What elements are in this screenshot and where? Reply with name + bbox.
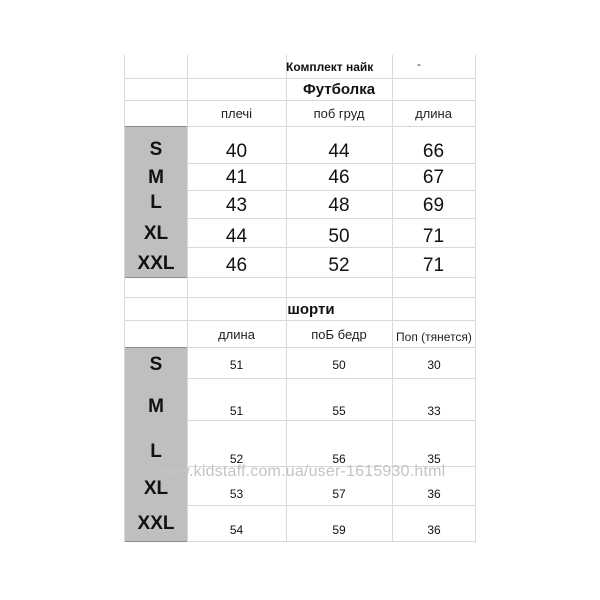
tshirt-col-chest: поб груд	[313, 106, 365, 121]
tshirt-size-label: XL	[143, 223, 169, 244]
shorts-value: 30	[427, 358, 441, 372]
shorts-size-label: M	[148, 396, 164, 417]
tshirt-value: 44	[225, 226, 248, 247]
tshirt-value: 69	[422, 195, 445, 216]
shorts-value: 56	[332, 452, 346, 466]
shorts-value: 35	[427, 452, 441, 466]
tshirt-size-label: XXL	[137, 253, 175, 274]
shorts-col-hips: поБ бедр	[311, 326, 367, 342]
shorts-value: 57	[332, 487, 346, 501]
set-title-mark: -	[417, 59, 421, 71]
tshirt-size-label: L	[150, 192, 162, 213]
shorts-size-label: L	[150, 441, 162, 462]
tshirt-col-shoulders: плечі	[220, 106, 253, 121]
shorts-title: шорти	[287, 301, 335, 318]
tshirt-value: 71	[422, 226, 445, 247]
shorts-col-length: длина	[218, 326, 255, 342]
tshirt-value: 66	[422, 141, 445, 162]
tshirt-size-label: M	[148, 167, 164, 188]
tshirt-value: 48	[328, 195, 350, 216]
shorts-size-label: S	[149, 354, 163, 375]
shorts-col-waist: Поп (тянется)	[396, 330, 472, 344]
shorts-value: 36	[427, 523, 441, 537]
shorts-value: 36	[427, 487, 441, 501]
grid-line	[124, 297, 476, 298]
shorts-value: 52	[229, 452, 244, 466]
tshirt-value: 71	[422, 255, 445, 276]
tshirt-value: 43	[225, 195, 248, 216]
shorts-value: 50	[332, 358, 346, 372]
tshirt-value: 46	[328, 167, 350, 188]
tshirt-value: 67	[422, 167, 445, 188]
tshirt-title: Футболка	[302, 81, 376, 98]
tshirt-value: 46	[225, 255, 248, 276]
shorts-value: 59	[332, 523, 346, 537]
shorts-value: 53	[229, 487, 244, 501]
tshirt-col-length: длина	[415, 106, 452, 121]
set-title-text: Комплект найк	[286, 60, 374, 74]
shorts-value: 51	[229, 358, 244, 372]
shorts-size-label: XXL	[137, 513, 175, 534]
watermark: www.kidstaff.com.ua/user-1615930.html	[154, 463, 446, 480]
shorts-value: 51	[229, 404, 244, 418]
set-title	[286, 57, 394, 77]
shorts-value: 33	[427, 404, 441, 418]
shorts-value: 54	[229, 523, 244, 537]
tshirt-value: 40	[225, 141, 248, 162]
tshirt-value: 52	[328, 255, 350, 276]
tshirt-value: 44	[328, 141, 350, 162]
shorts-value: 55	[332, 404, 346, 418]
tshirt-size-label: S	[149, 139, 163, 160]
shorts-size-label: XL	[143, 478, 169, 499]
tshirt-value: 50	[328, 226, 350, 247]
tshirt-value: 41	[225, 167, 248, 188]
